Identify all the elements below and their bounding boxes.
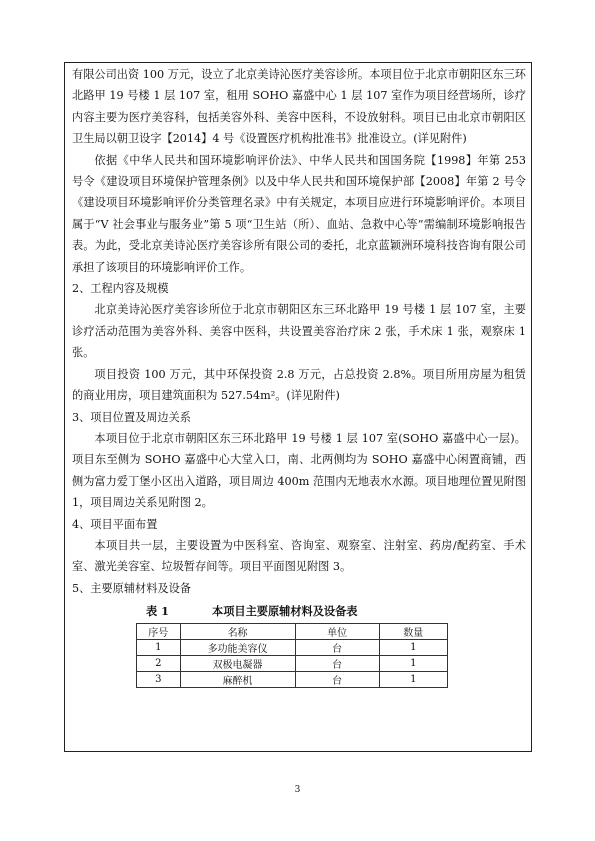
cell-index: 3	[137, 672, 181, 688]
table-header-row	[137, 624, 448, 640]
column-header-index: 序号	[137, 624, 181, 640]
document-body	[72, 64, 526, 688]
paragraph-location: 本项目位于北京市朝阳区东三环北路甲 19 号楼 1 层 107 室(SOHO 嘉盛中心一层)。项目东至侧为 SOHO 嘉盛中心大堂入口，南、北两侧均为 SOHO 嘉盛中心闲置商铺，西侧为富力爱丁堡小区出入道路，项目周边 400m 范围内无地表水水源。项目地理位置见附图 1，项目周边关系见附图 2。	[72, 431, 526, 510]
section-heading-layout: 4、项目平面布置	[72, 517, 158, 531]
cell-name: 麻醉机	[180, 672, 295, 688]
table-caption	[72, 601, 526, 621]
paragraph-company-intro: 有限公司出资 100 万元，设立了北京美诗沁医疗美容诊所。本项目位于北京市朝阳区东三环北路甲 19 号楼 1 层 107 室，租用 SOHO 嘉盛中心 1 层 107 室作为项目经营场所，诊疗内容主要为医疗美容科，包括美容外科、美容中医科，不设放射科。项目已由北京市朝阳区卫生局以朝卫设字【2014】4 号《设置医疗机构批准书》批准设立。(详见附件)	[72, 68, 526, 146]
equipment-table	[136, 623, 448, 688]
cell-quantity: 1	[379, 656, 447, 672]
table-caption-number: 表 1	[146, 604, 169, 619]
paragraph-legal-basis: 依据《中华人民共和国环境影响评价法》、中华人民共和国国务院【1998】年第 253 号令《建设项目环境保护管理条例》以及中华人民共和国环境保护部【2008】年第 2 号令《建设项目环境影响评价分类管理名录》中有关规定，本项目应进行环境影响评价。本项目属于“V 社会事业与服务业”第 5 项“卫生站（所）、血站、急救中心等”需编制环境影响报告表。为此，受北京美诗沁医疗美容诊所有限公司的委托，北京蓝颖洲环境科技咨询有限公司承担了该项目的环境影响评价工作。	[72, 153, 526, 274]
cell-index: 2	[137, 656, 181, 672]
cell-unit: 台	[295, 672, 379, 688]
table-row	[137, 656, 448, 672]
page-number: 3	[294, 785, 301, 795]
table-row	[137, 672, 448, 688]
cell-quantity: 1	[379, 640, 447, 656]
paragraph-scope: 北京美诗沁医疗美容诊所位于北京市朝阳区东三环北路甲 19 号楼 1 层 107 室，主要诊疗活动范围为美容外科、美容中医科，共设置美容治疗床 2 张，手术床 1 张，观察床 1 张。	[72, 303, 526, 360]
cell-unit: 台	[295, 656, 379, 672]
section-heading-location: 3、项目位置及周边关系	[72, 410, 191, 424]
section-heading-materials: 5、主要原辅材料及设备	[72, 581, 191, 595]
cell-name: 双极电凝器	[180, 656, 295, 672]
paragraph-layout: 本项目共一层，主要设置为中医科室、咨询室、观察室、注射室、药房/配药室、手术室、激光美容室、垃圾暂存间等。项目平面图见附图 3。	[72, 538, 526, 574]
column-header-name: 名称	[180, 624, 295, 640]
paragraph-investment: 项目投资 100 万元，其中环保投资 2.8 万元，占总投资 2.8%。项目所用房屋为租赁的商业用房，项目建筑面积为 527.54m²。(详见附件)	[72, 367, 526, 403]
cell-index: 1	[137, 640, 181, 656]
cell-unit: 台	[295, 640, 379, 656]
section-heading-scope: 2、工程内容及规模	[72, 282, 169, 296]
cell-quantity: 1	[379, 672, 447, 688]
column-header-unit: 单位	[295, 624, 379, 640]
table-caption-title: 本项目主要原辅材料及设备表	[212, 604, 358, 619]
column-header-quantity: 数量	[379, 624, 447, 640]
cell-name: 多功能美容仪	[180, 640, 295, 656]
table-row	[137, 640, 448, 656]
